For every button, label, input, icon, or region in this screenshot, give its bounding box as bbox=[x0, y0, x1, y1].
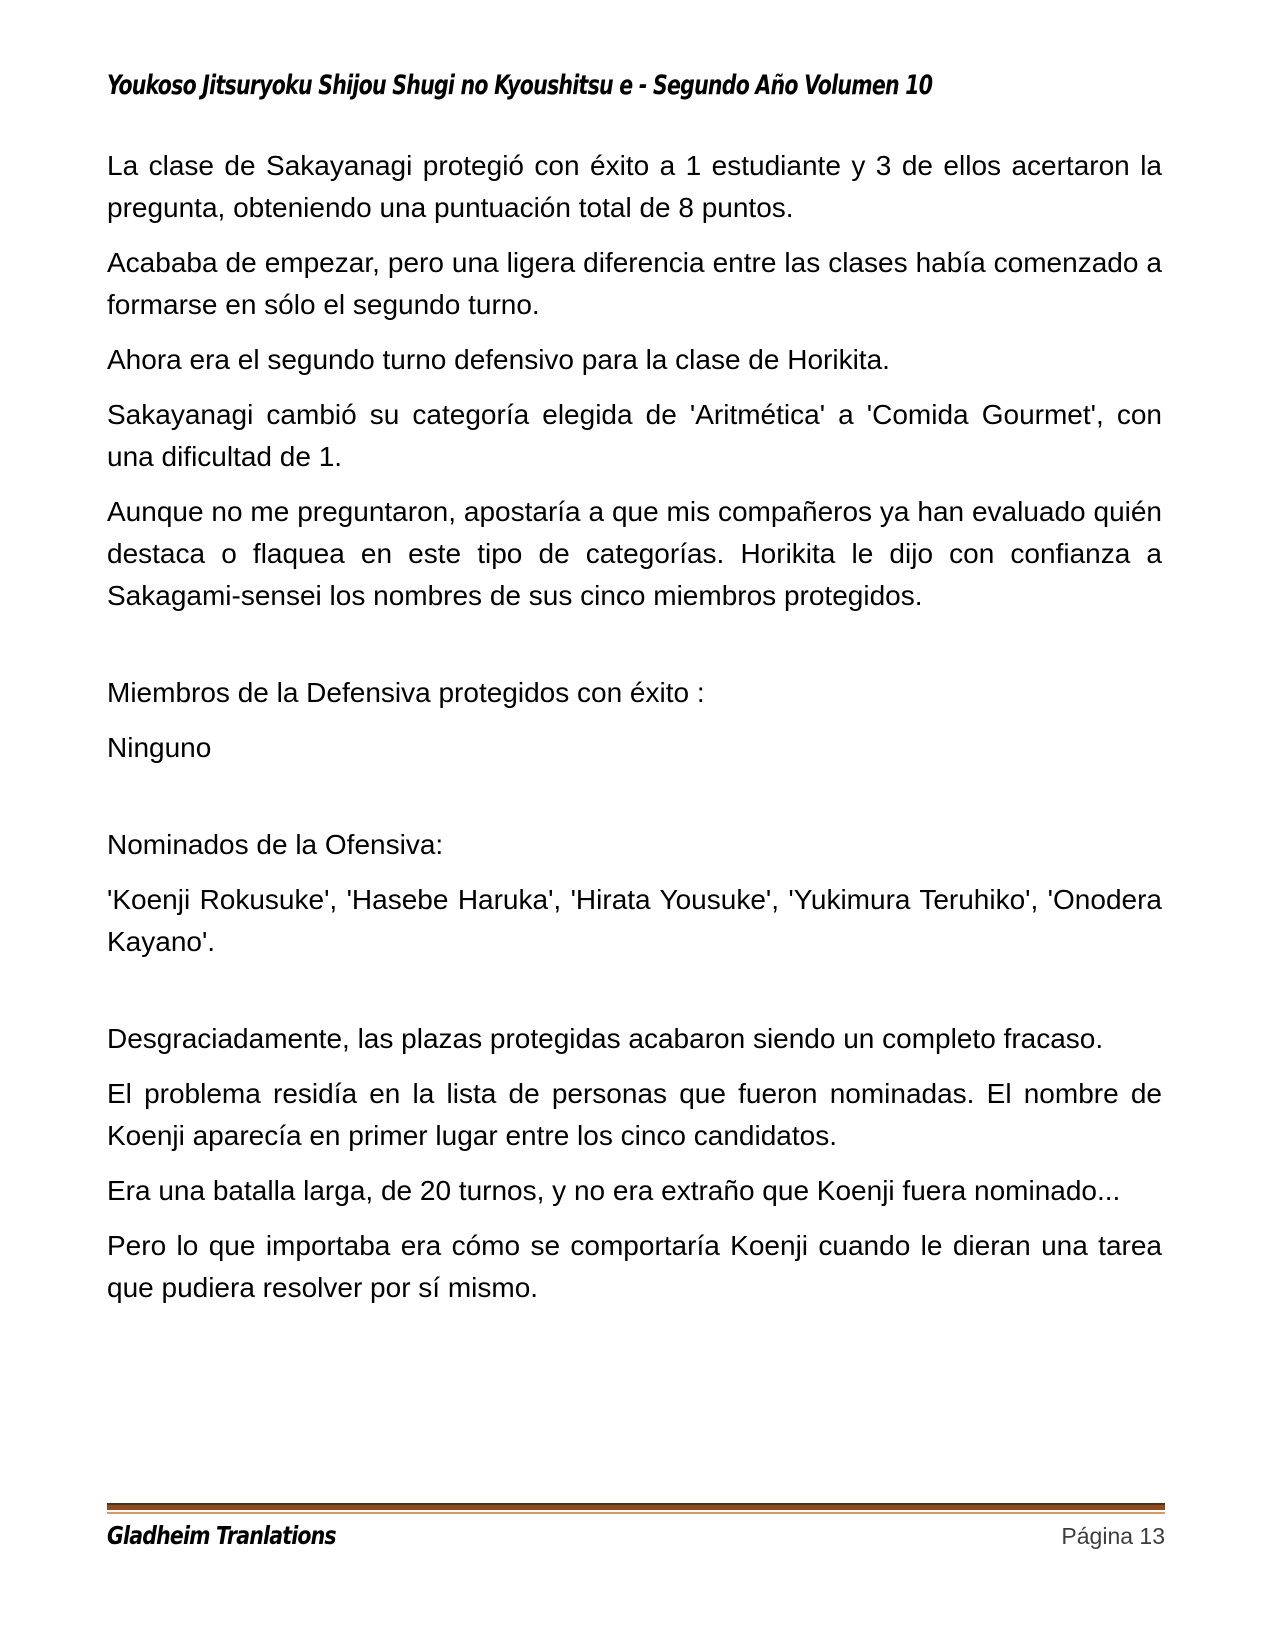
paragraph: Desgraciadamente, las plazas protegidas acabaron siendo un completo fracaso. bbox=[107, 1023, 1104, 1054]
footer-row bbox=[107, 1521, 1165, 1550]
page-footer bbox=[107, 1503, 1165, 1550]
paragraph: La clase de Sakayanagi protegió con éxito a 1 estudiante y 3 de ellos acertaron la pregunta, obteniendo una puntuación total de 8 puntos. bbox=[107, 150, 1162, 223]
paragraph: El problema residía en la lista de personas que fueron nominadas. El nombre de Koenji aparecía en primer lugar entre los cinco candidatos. bbox=[107, 1078, 1162, 1151]
page-content bbox=[107, 70, 1162, 1322]
defense-members-heading: Miembros de la Defensiva protegidos con éxito : bbox=[107, 677, 705, 708]
offense-nominees-heading: Nominados de la Ofensiva: bbox=[107, 829, 444, 860]
defense-members-value: Ninguno bbox=[107, 732, 212, 763]
document-header-title: Youkoso Jitsuryoku Shijou Shugi no Kyoushitsu e - Segundo Año Volumen 10 bbox=[107, 70, 933, 101]
footer-translator-credit: Gladheim Tranlations bbox=[107, 1521, 336, 1550]
paragraph: Sakayanagi cambió su categoría elegida de 'Aritmética' a 'Comida Gourmet', con una dificultad de 1. bbox=[107, 399, 1162, 472]
paragraph: Aunque no me preguntaron, apostaría a que mis compañeros ya han evaluado quién destaca o flaquea en este tipo de categorías. Horikita le dijo con confianza a Sakagami-sensei los nombres de sus cinco miembros protegidos. bbox=[107, 496, 1162, 611]
footer-divider bbox=[107, 1503, 1165, 1514]
footer-page-number: Página 13 bbox=[1061, 1523, 1165, 1549]
footer-divider-light-line bbox=[107, 1512, 1165, 1514]
paragraph: Pero lo que importaba era cómo se comportaría Koenji cuando le dieran una tarea que pudiera resolver por sí mismo. bbox=[107, 1230, 1162, 1303]
offense-nominees-list: 'Koenji Rokusuke', 'Hasebe Haruka', 'Hirata Yousuke', 'Yukimura Teruhiko', 'Onodera Kayano'. bbox=[107, 884, 1162, 957]
paragraph: Ahora era el segundo turno defensivo para la clase de Horikita. bbox=[107, 344, 890, 375]
paragraph: Era una batalla larga, de 20 turnos, y no era extraño que Koenji fuera nominado... bbox=[107, 1175, 1121, 1206]
paragraph: Acababa de empezar, pero una ligera diferencia entre las clases había comenzado a formarse en sólo el segundo turno. bbox=[107, 247, 1162, 320]
